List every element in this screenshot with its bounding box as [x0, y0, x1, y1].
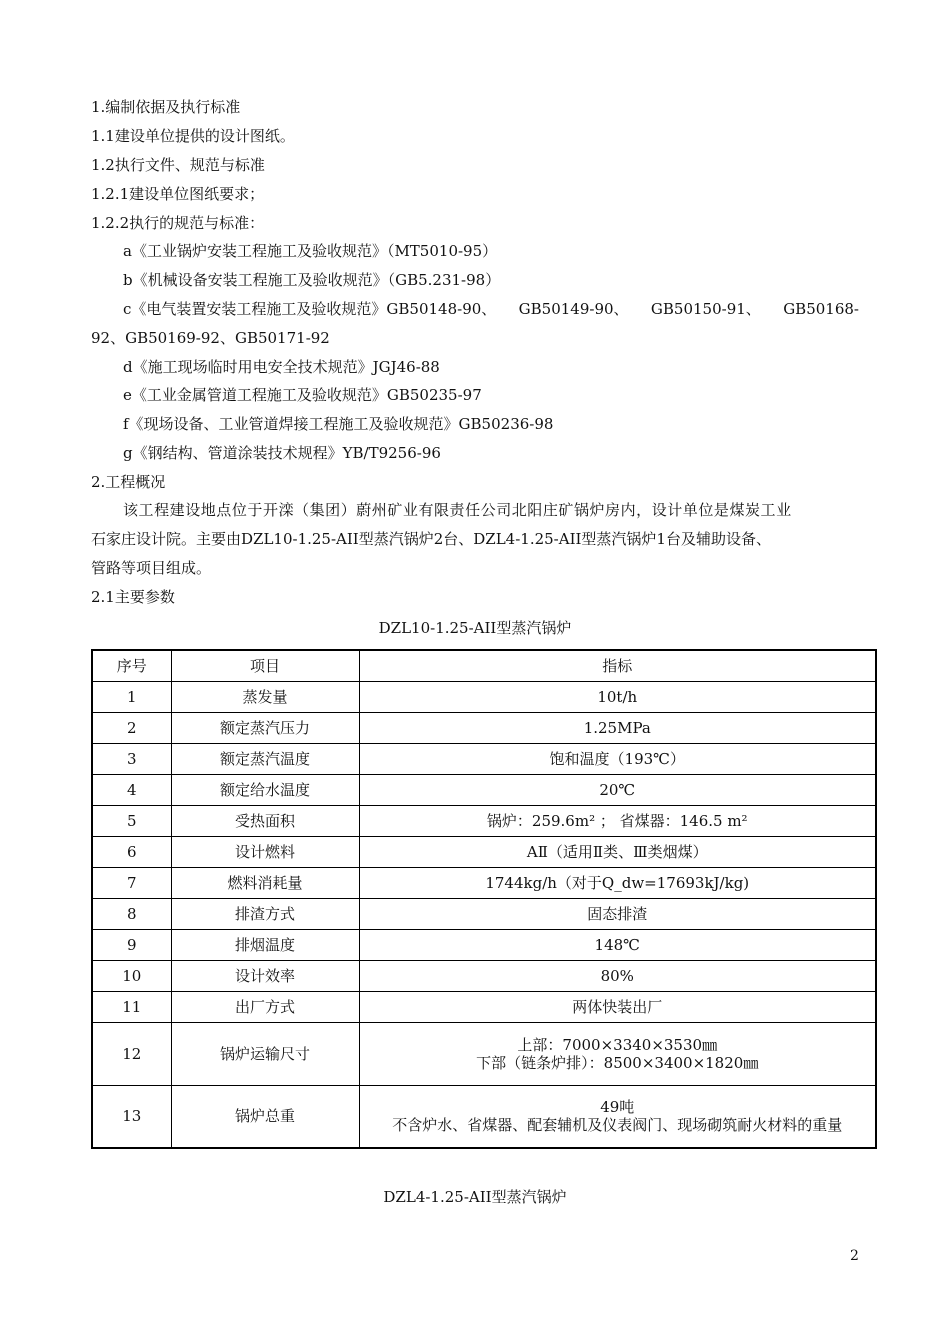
table-cell: 设计效率	[171, 960, 359, 991]
overview-line-1: 该工程建设地点位于开滦（集团）蔚州矿业有限责任公司北阳庄矿锅炉房内，设计单位是煤炭工业	[123, 501, 792, 519]
cell-line: 不含炉水、省煤器、配套辅机及仪表阀门、现场砌筑耐火材料的重量	[392, 1116, 843, 1135]
header-cell: 项目	[171, 650, 359, 681]
header-cell: 指标	[359, 650, 876, 681]
table-cell: 2	[92, 712, 171, 743]
table-cell: 蒸发量	[171, 681, 359, 712]
boiler-parameters-table	[91, 649, 877, 1149]
table-cell: 两体快装出厂	[359, 991, 876, 1022]
table-row	[92, 991, 876, 1022]
standard-c-part: GB50168-	[783, 300, 859, 318]
standard-g: g《钢结构、管道涂装技术规程》YB/T9256-96	[123, 444, 441, 462]
section-heading-1: 1.编制依据及执行标准	[91, 98, 241, 116]
cell-line: 49吨	[600, 1098, 635, 1117]
table-row	[92, 743, 876, 774]
table-cell: 10	[92, 960, 171, 991]
table-cell: 设计燃料	[171, 836, 359, 867]
table-cell: 80%	[359, 960, 876, 991]
overview-line-3: 管路等项目组成。	[91, 559, 212, 577]
section-heading-2: 2.工程概况	[91, 473, 166, 491]
table-1-caption: DZL10-1.25-AII型蒸汽锅炉	[378, 619, 572, 637]
standard-f: f《现场设备、工业管道焊接工程施工及验收规范》GB50236-98	[123, 415, 554, 433]
table-cell: 1.25MPa	[359, 712, 876, 743]
header-cell: 序号	[92, 650, 171, 681]
table-cell: 7	[92, 867, 171, 898]
table-2-caption: DZL4-1.25-AII型蒸汽锅炉	[383, 1188, 567, 1206]
table-cell: 额定给水温度	[171, 774, 359, 805]
table-cell: 固态排渣	[359, 898, 876, 929]
table-cell: 锅炉总重	[171, 1085, 359, 1148]
standard-a: a《工业锅炉安装工程施工及验收规范》（MT5010-95）	[123, 242, 498, 260]
table-cell: 3	[92, 743, 171, 774]
section-1-2-1: 1.2.1建设单位图纸要求；	[91, 185, 265, 203]
table-cell: 9	[92, 929, 171, 960]
section-1-2: 1.2执行文件、规范与标准	[91, 156, 265, 174]
section-1-1: 1.1建设单位提供的设计图纸。	[91, 127, 295, 145]
table-row	[92, 898, 876, 929]
table-cell: 出厂方式	[171, 991, 359, 1022]
overview-line-2: 石家庄设计院。主要由DZL10-1.25-AII型蒸汽锅炉2台、DZL4-1.25-AII型蒸汽锅炉1台及辅助设备、	[91, 530, 771, 548]
table-cell: 燃料消耗量	[171, 867, 359, 898]
table-row	[92, 836, 876, 867]
standard-b: b《机械设备安装工程施工及验收规范》（GB5.231-98）	[123, 271, 501, 289]
table-cell: 13	[92, 1085, 171, 1148]
table-cell: 锅炉运输尺寸	[171, 1022, 359, 1085]
table-cell: 额定蒸汽温度	[171, 743, 359, 774]
table-cell: 20℃	[359, 774, 876, 805]
table-cell: 148℃	[359, 929, 876, 960]
table-row	[92, 681, 876, 712]
section-1-2-2: 1.2.2执行的规范与标准：	[91, 214, 265, 232]
table-row	[92, 805, 876, 836]
cell-line: 上部：7000×3340×3530㎜	[517, 1035, 718, 1054]
table-cell: 1744kg/h（对于Q_dw=17693kJ/kg)	[359, 867, 876, 898]
standard-d: d《施工现场临时用电安全技术规范》JGJ46-88	[123, 358, 440, 376]
table-row	[92, 712, 876, 743]
cell-line: 下部（链条炉排）：8500×3400×1820㎜	[476, 1053, 759, 1072]
table-cell: 排渣方式	[171, 898, 359, 929]
table-row	[92, 960, 876, 991]
table-cell: 排烟温度	[171, 929, 359, 960]
table-row	[92, 1085, 876, 1148]
table-cell	[359, 1022, 876, 1085]
standard-c-line-2: 92、GB50169-92、GB50171-92	[91, 329, 330, 347]
table-row	[92, 867, 876, 898]
standard-c-part: c《电气装置安装工程施工及验收规范》GB50148-90、	[123, 300, 497, 318]
table-cell: 4	[92, 774, 171, 805]
table-cell: 11	[92, 991, 171, 1022]
table-cell: 12	[92, 1022, 171, 1085]
table-cell: 6	[92, 836, 171, 867]
table-cell: 8	[92, 898, 171, 929]
table-row	[92, 774, 876, 805]
table-row	[92, 1022, 876, 1085]
table-cell	[359, 1085, 876, 1148]
table-cell: 受热面积	[171, 805, 359, 836]
table-cell: AⅡ（适用Ⅱ类、Ⅲ类烟煤）	[359, 836, 876, 867]
table-row	[92, 929, 876, 960]
table-cell: 5	[92, 805, 171, 836]
section-2-1: 2.1主要参数	[91, 588, 175, 606]
standard-e: e《工业金属管道工程施工及验收规范》GB50235-97	[123, 386, 482, 404]
standard-c-part: GB50149-90、	[518, 300, 629, 318]
table-cell: 饱和温度（193℃）	[359, 743, 876, 774]
page-number: 2	[850, 1248, 859, 1264]
table-cell: 额定蒸汽压力	[171, 712, 359, 743]
table-cell: 锅炉：259.6m² ； 省煤器：146.5 m²	[359, 805, 876, 836]
standard-c-line-1	[123, 299, 859, 319]
table-cell: 1	[92, 681, 171, 712]
table-cell: 10t/h	[359, 681, 876, 712]
standard-c-part: GB50150-91、	[650, 300, 761, 318]
table-header-row	[92, 650, 876, 681]
